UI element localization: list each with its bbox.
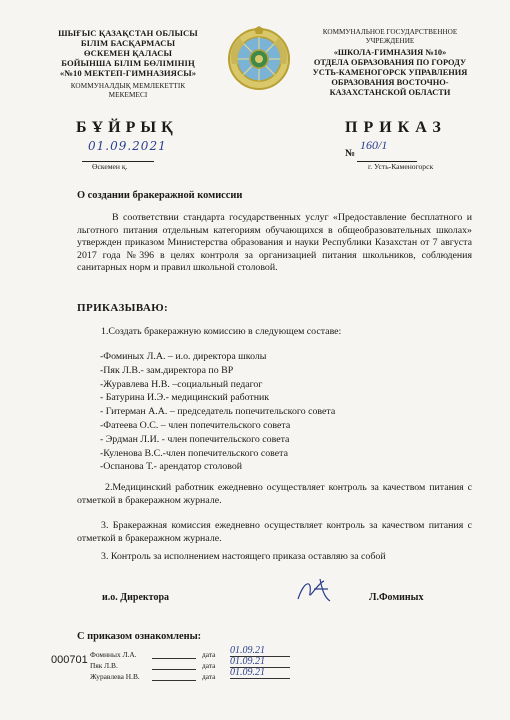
signature-mark-icon	[294, 575, 334, 605]
order-item-3: 3. Бракеражная комиссия ежедневно осуществляет контроль за качеством питания с отметкой в бракеражном журнале.	[77, 520, 472, 544]
header-kz-line: БОЙЫНША БІЛІМ БӨЛІМІНІҢ	[61, 58, 195, 68]
list-item: -Фоминых Л.А. – и.о. директора школы	[100, 351, 267, 362]
header-kz-line: «№10 МЕКТЕП-ГИМНАЗИЯСЫ»	[59, 68, 197, 78]
handwritten-date: 01.09.2021	[88, 139, 167, 153]
ack-date-label: дата	[202, 672, 216, 681]
header-ru-main	[300, 48, 480, 98]
ack-signature-line	[152, 658, 196, 659]
ack-date-label: дата	[202, 650, 216, 659]
title-ru: ПРИКАЗ	[345, 119, 447, 136]
state-emblem-icon	[226, 26, 292, 92]
city-ru: г. Усть-Каменогорск	[368, 162, 434, 171]
header-kz-line: ШЫҒЫС ҚАЗАҚСТАН ОБЛЫСЫ	[58, 28, 198, 38]
list-item: - Батурина И.Э.- медицинский работник	[100, 392, 270, 404]
ack-name: Пяк Л.В.	[90, 661, 118, 670]
ack-signature-line	[152, 669, 196, 670]
list-item: -Куленова В.С.-член попечительского совета	[100, 447, 288, 459]
order-item-4: 3. Контроль за исполнением настоящего приказа оставляю за собой	[101, 551, 386, 562]
ack-date: 01.09.21	[230, 667, 290, 679]
header-kz-line: БІЛІМ БАСҚАРМАСЫ	[80, 38, 176, 48]
acknowledgement-title: С приказом ознакомлены:	[77, 631, 202, 642]
ack-date: 01.09.21	[230, 645, 290, 657]
order-item-1: 1.Создать бракеражную комиссию в следующем составе:	[101, 326, 342, 337]
order-item-2: 2.Медицинский работник ежедневно осуществляет контроль за качеством питания с отметкой в бракеражном журнале.	[77, 482, 472, 506]
ack-date-label: дата	[202, 661, 216, 670]
list-item: -Оспанова Т.- арендатор столовой	[100, 461, 243, 473]
ack-row	[90, 645, 265, 659]
title-kz: БҰЙРЫҚ	[76, 119, 178, 136]
handwritten-number: 160/1	[360, 138, 388, 152]
ack-name: Фоминых Л.А.	[90, 650, 137, 659]
document-code: 000701	[51, 654, 88, 666]
header-ru-sub-line: КОММУНАЛЬНОЕ ГОСУДАРСТВЕННОЕ	[322, 28, 458, 36]
header-kz-line: ӨСКЕМЕН ҚАЛАСЫ	[83, 48, 173, 58]
header-ru-line: «ШКОЛА-ГИМНАЗИЯ №10»	[333, 48, 447, 57]
city-kz: Өскемен қ.	[92, 162, 128, 171]
header-ru-line: УСТЬ-КАМЕНОГОРСК УПРАВЛЕНИЯ	[312, 68, 468, 77]
list-item: - Эрдман Л.И. - член попечительского совета	[100, 433, 290, 445]
signer-title: и.о. Директора	[102, 592, 170, 603]
header-ru-line: ОТДЕЛА ОБРАЗОВАНИЯ ПО ГОРОДУ	[313, 58, 467, 67]
list-item: -Журавлева Н.В. –социальный педагог	[100, 378, 263, 390]
ack-signature-line	[152, 680, 196, 681]
list-item: - Гитерман А.А. – председатель попечительского совета	[100, 406, 336, 418]
header-ru	[300, 28, 480, 98]
header-ru-line: ОБРАЗОВАНИЯ ВОСТОЧНО-	[331, 78, 449, 87]
ack-row	[90, 656, 265, 670]
ack-name: Журавлева Н.В.	[90, 672, 140, 681]
header-kz-sub-line: КОММУНАЛДЫҚ МЕМЛЕКЕТТІК	[70, 82, 186, 90]
header-kz	[48, 28, 208, 100]
list-item: -Пяк Л.В.- зам.директора по ВР	[100, 364, 234, 376]
ack-row	[90, 667, 265, 681]
order-label: ПРИКАЗЫВАЮ:	[77, 302, 169, 314]
signer-name: Л.Фоминых	[369, 592, 424, 603]
header-kz-sub	[48, 82, 208, 100]
commission-members-list	[100, 350, 335, 474]
preamble-paragraph: В соответствии стандарта государственных услуг «Предоставление бесплатного и льготного питания отдельным категориям обучающихся в общеобразовательных школах» утвержден приказом Министерства образования и науки Республики Казахстан от 7 августа 2017 года №396 в целях контроля за организацией питания школьников, соблюдения санитарных норм и правил школьной столовой.	[77, 212, 472, 274]
ack-date: 01.09.21	[230, 656, 290, 668]
header-kz-sub-line: МЕКЕМЕСІ	[108, 91, 148, 99]
header-ru-line: КАЗАХСТАНСКОЙ ОБЛАСТИ	[329, 88, 451, 97]
number-sign: №	[345, 148, 356, 159]
header-ru-sub-line: УЧРЕЖДЕНИЕ	[365, 37, 415, 45]
list-item: -Фатеева О.С. – член попечительского совета	[100, 419, 291, 431]
order-subject: О создании бракеражной комиссии	[77, 190, 243, 201]
